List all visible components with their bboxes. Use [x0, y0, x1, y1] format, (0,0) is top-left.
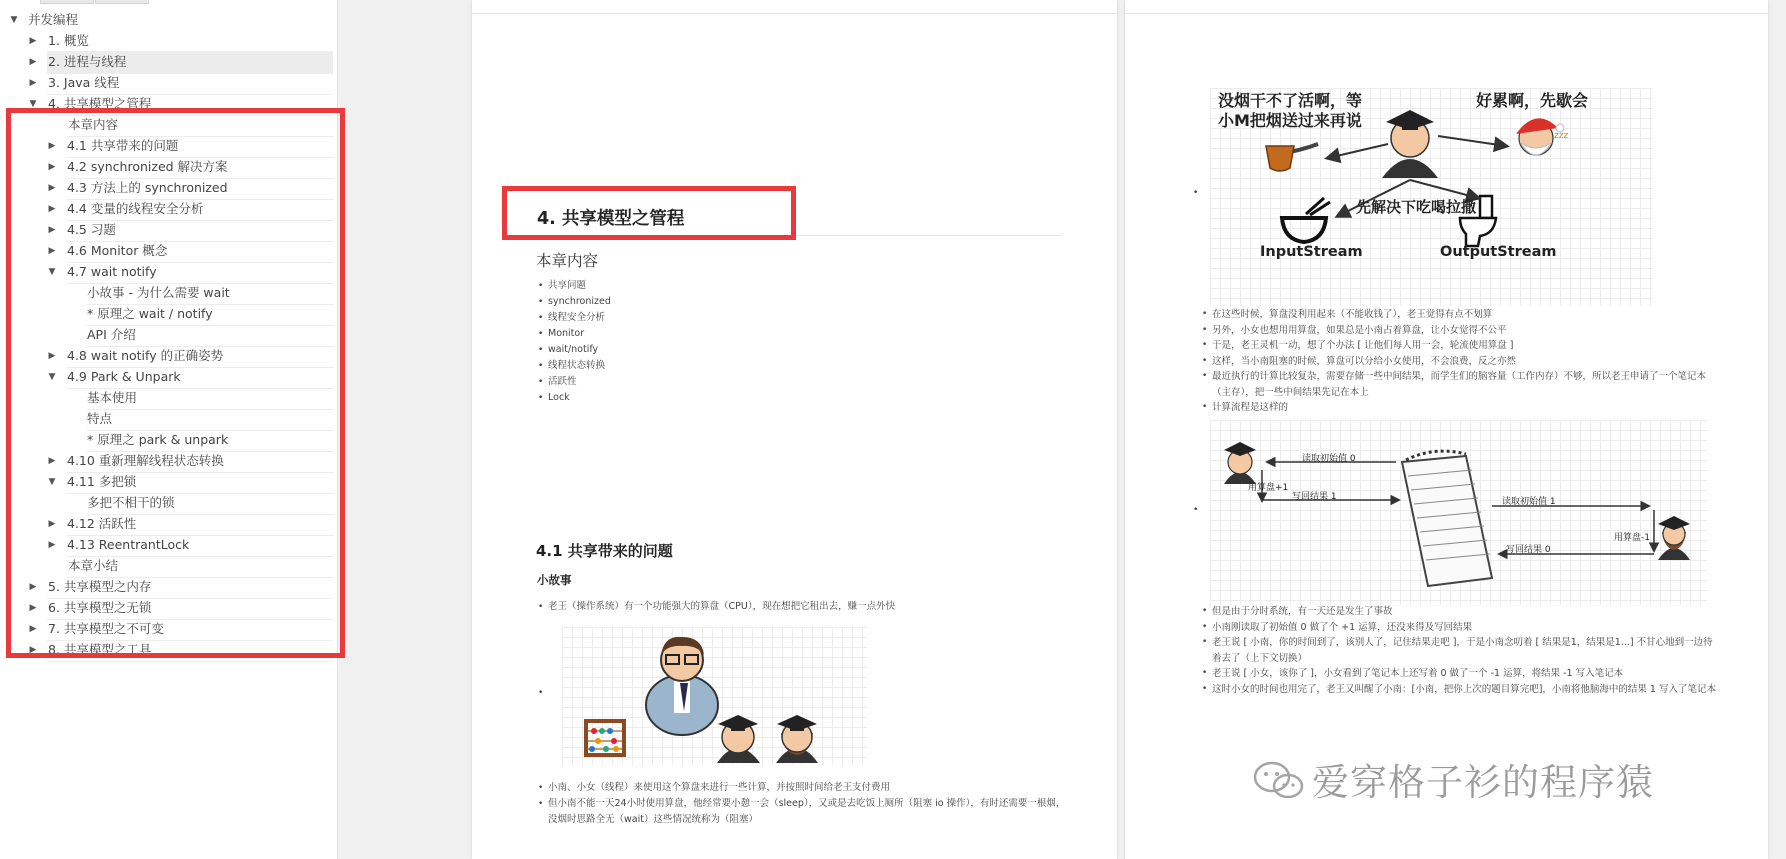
triangle-right-icon[interactable]: ▶	[29, 624, 37, 634]
sidebar-item-label: 8. 共享模型之工具	[47, 639, 333, 662]
notebook-icon	[1402, 451, 1492, 586]
triangle-right-icon[interactable]: ▶	[29, 36, 37, 46]
list-item: • 最近执行的计算比较复杂，需要存储一些中间结果，而学生们的脑容量（工作内存）不够，所以老王申请了一个笔记本（主存），把一些中间结果先记在本上	[1200, 369, 1720, 400]
list-item: • 这时小女的时间也用完了，老王又叫醒了小南：[小南，把你上次的题目算完吧]，小南将他脑海中的结果 1 写入了笔记本	[1200, 682, 1720, 698]
triangle-right-icon[interactable]: ▶	[29, 582, 37, 592]
list-item: • 这样，当小南阻塞的时候，算盘可以分给小女使用，不会浪费，反之亦然	[1200, 354, 1720, 370]
list-item: • 小南刚读取了初始值 0 做了个 +1 运算，还没来得及写回结果	[1200, 620, 1720, 636]
pipe-icon	[1266, 144, 1318, 171]
triangle-right-icon[interactable]: ▶	[48, 351, 56, 361]
list-item: • 在这些时候，算盘没利用起来（不能收钱了），老王觉得有点不划算	[1200, 307, 1720, 323]
triangle-right-icon[interactable]: ▶	[48, 183, 56, 193]
sidebar-item-label: 7. 共享模型之不可变	[47, 618, 333, 641]
list-item: • 另外，小女也想用用算盘，如果总是小南占着算盘，让小女觉得不公平	[1200, 323, 1720, 339]
sidebar-item-label: 基本使用	[87, 387, 334, 410]
notebook-flow-illustration	[1210, 420, 1707, 605]
story-list	[536, 599, 895, 615]
sidebar-item-label: API 介绍	[87, 324, 334, 347]
write-right-label: 写回结果 0	[1506, 545, 1551, 555]
bullet-icon: •	[1193, 188, 1199, 198]
sidebar-item-label: 5. 共享模型之内存	[47, 576, 333, 599]
page-top-edge	[1125, 0, 1768, 14]
sidebar-item-label: 1. 概览	[47, 30, 333, 53]
bullet-icon: •	[538, 688, 544, 698]
page-top-edge	[472, 0, 1117, 14]
output-stream-label: OutputStream	[1440, 244, 1557, 260]
document-page-1	[472, 0, 1117, 859]
calc-right-label: 用算盘-1	[1614, 533, 1650, 543]
sidebar-item-label: 4.1 共享带来的问题	[67, 135, 334, 158]
triangle-right-icon[interactable]: ▶	[29, 78, 37, 88]
list-item: • 计算流程是这样的	[1200, 400, 1720, 416]
watermark-text: 爱穿格子衫的程序猿	[1312, 761, 1654, 804]
list-item: • 线程状态转换	[536, 358, 611, 374]
pipe-bubble-text: 没烟干不了活啊，等 小M把烟送过来再说	[1218, 91, 1363, 130]
chapter-contents-list	[536, 278, 611, 406]
student-boy-icon	[1224, 442, 1256, 484]
sleeping-santa-icon	[1516, 118, 1568, 155]
bullet-icon: •	[1193, 505, 1199, 515]
triangle-right-icon[interactable]: ▶	[48, 204, 56, 214]
sidebar-item-label: 3. Java 线程	[47, 72, 333, 95]
document-page-2	[1125, 0, 1768, 859]
list-item: • Lock	[536, 390, 611, 406]
triangle-right-icon[interactable]: ▶	[48, 456, 56, 466]
list-item: • 小南、小女（线程）来使用这个算盘来进行一些计算，并按照时间给老王支付费用	[536, 780, 1066, 796]
list-item: • 共享问题	[536, 278, 611, 294]
sidebar-item-label: 2. 进程与线程	[47, 51, 333, 74]
story-list	[1200, 307, 1720, 416]
sidebar-item-label: 4.8 wait notify 的正确姿势	[67, 345, 334, 368]
list-item: • 但是由于分时系统，有一天还是发生了事故	[1200, 604, 1720, 620]
sidebar-item-label: 6. 共享模型之无锁	[47, 597, 333, 620]
sidebar-item-label: 4.10 重新理解线程状态转换	[67, 450, 334, 473]
list-item: • 线程安全分析	[536, 310, 611, 326]
triangle-right-icon[interactable]: ▶	[48, 540, 56, 550]
triangle-right-icon[interactable]: ▶	[48, 246, 56, 256]
blocking-illustration	[1210, 88, 1653, 306]
sidebar-tab-1[interactable]	[40, 0, 94, 4]
sidebar-item-label: 4. 共享模型之管程	[47, 93, 333, 116]
sidebar-tab-2[interactable]	[95, 0, 149, 4]
sidebar-item-label: * 原理之 wait / notify	[87, 303, 334, 326]
sidebar-item-label: 4.13 ReentrantLock	[67, 534, 334, 557]
story-heading: 小故事	[537, 573, 572, 587]
svg-text:zzz: zzz	[1554, 131, 1569, 141]
sidebar-item-label: 本章小结	[67, 555, 334, 578]
sidebar-item-label: 4.12 活跃性	[67, 513, 334, 536]
sidebar-item-label: 4.3 方法上的 synchronized	[67, 177, 334, 200]
triangle-down-icon[interactable]: ▼	[48, 267, 56, 277]
write-left-label: 写回结果 1	[1292, 492, 1337, 502]
list-item: • 于是，老王灵机一动，想了个办法 [ 让他们每人用一会，轮流使用算盘 ]	[1200, 338, 1720, 354]
student-girl-icon	[776, 715, 818, 763]
illustration-svg	[562, 627, 867, 765]
sidebar-item-label: 本章内容	[67, 114, 334, 137]
student-boy-icon	[717, 715, 760, 763]
triangle-right-icon[interactable]: ▶	[48, 519, 56, 529]
list-item: • 活跃性	[536, 374, 611, 390]
teacher-figure	[646, 637, 718, 735]
calc-left-label: 用算盘+1	[1248, 483, 1289, 493]
sidebar-item-label: 4.6 Monitor 概念	[67, 240, 334, 263]
story-list-continued	[536, 780, 1066, 828]
sidebar-item-label: 小故事 - 为什么需要 wait	[87, 282, 334, 305]
triangle-right-icon[interactable]: ▶	[48, 162, 56, 172]
list-item: • wait/notify	[536, 342, 611, 358]
bowl-icon	[1282, 198, 1330, 242]
sidebar-item-label: 4.11 多把锁	[67, 471, 334, 494]
sidebar-highlight-box	[6, 108, 345, 658]
triangle-down-icon[interactable]: ▼	[48, 477, 56, 487]
sidebar-item-label: 4.2 synchronized 解决方案	[67, 156, 334, 179]
triangle-right-icon[interactable]: ▶	[29, 645, 37, 655]
page-heading: 4. 共享模型之管程	[537, 209, 685, 229]
heading-highlight-box	[502, 186, 796, 240]
story-list-continued	[1200, 604, 1720, 697]
sidebar-item-label: * 原理之 park & unpark	[87, 429, 334, 452]
sidebar-item-label: 多把不相干的锁	[87, 492, 334, 515]
read-right-label: 读取初始值 1	[1502, 497, 1556, 507]
sidebar-item-label: 4.7 wait notify	[67, 261, 334, 284]
rest-bubble-text: 好累啊，先歇会	[1476, 91, 1589, 110]
list-item: • 但小南不能一天24小时使用算盘，他经常要小憩一会（sleep），又或是去吃饭上厕所（阻塞 io 操作），有时还需要一根烟，没烟时思路全无（wait）这些情况统称为（阻塞）	[536, 796, 1066, 828]
section-heading: 4.1 共享带来的问题	[536, 542, 673, 560]
read-left-label: 读取初始值 0	[1302, 454, 1356, 464]
list-item: • 老王说 [ 小南，你的时间到了，该别人了，记住结果走吧 ]，于是小南念叨着 [ 结果是1，结果是1...] 不甘心地到一边待着去了（上下文切换）	[1200, 635, 1720, 666]
triangle-down-icon[interactable]: ▼	[48, 372, 56, 382]
abacus-icon	[586, 721, 624, 755]
student-girl-icon	[1658, 516, 1690, 560]
list-item: • 老王说 [ 小女，该你了 ]，小女看到了笔记本上还写着 0 做了一个 -1 运算，将结果 -1 写入笔记本	[1200, 666, 1720, 682]
sidebar-item-label: 4.9 Park & Unpark	[67, 366, 334, 389]
triangle-right-icon[interactable]: ▶	[29, 603, 37, 613]
student-center-icon	[1382, 110, 1438, 178]
chapter-contents-heading: 本章内容	[536, 252, 599, 270]
sidebar-top-tabs	[40, 0, 149, 4]
sidebar-item-label: 特点	[87, 408, 334, 431]
triangle-right-icon[interactable]: ▶	[29, 57, 37, 67]
input-stream-label: InputStream	[1260, 244, 1363, 260]
tree-root-label: 并发编程	[28, 12, 79, 27]
triangle-down-icon[interactable]: ▼	[29, 99, 37, 109]
list-item: • 老王（操作系统）有一个功能强大的算盘（CPU），现在想把它租出去，赚一点外快	[536, 599, 895, 615]
triangle-down-icon[interactable]: ▼	[10, 15, 18, 25]
sidebar-item-label: 4.4 变量的线程安全分析	[67, 198, 334, 221]
wechat-icon	[1252, 760, 1306, 800]
illustration-svg	[1210, 420, 1707, 605]
sidebar-item-label: 4.5 习题	[67, 219, 334, 242]
eat-bubble-text: 先解决下吃喝拉撒	[1356, 198, 1477, 216]
triangle-right-icon[interactable]: ▶	[48, 225, 56, 235]
list-item: • synchronized	[536, 294, 611, 310]
abacus-illustration	[562, 627, 867, 765]
triangle-right-icon[interactable]: ▶	[48, 141, 56, 151]
list-item: • Monitor	[536, 326, 611, 342]
